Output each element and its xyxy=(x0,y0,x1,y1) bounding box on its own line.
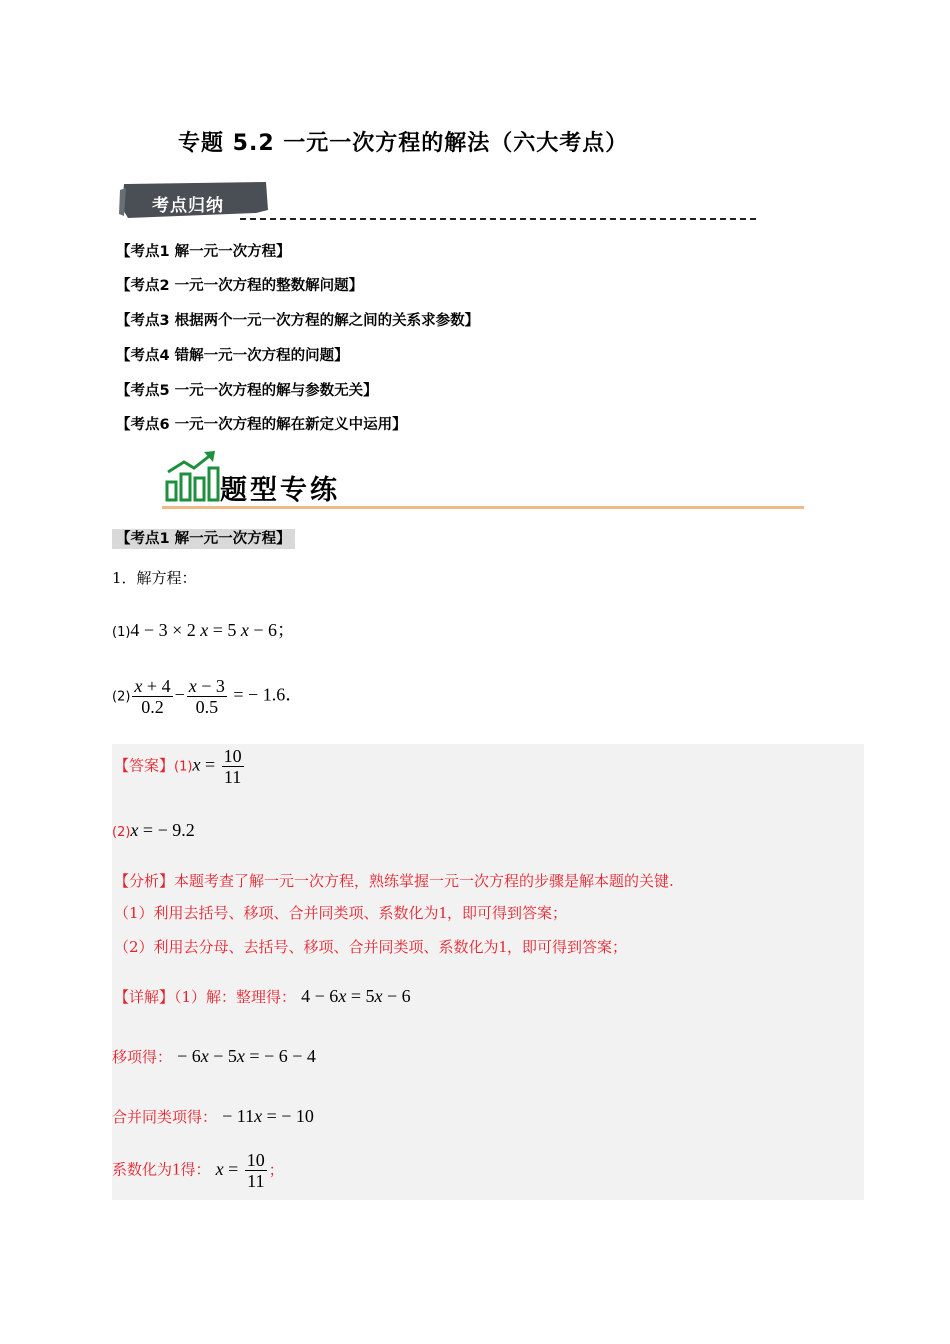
answer-line1: 【答案】(1)x = $\frac{10}{11}$ xyxy=(114,746,242,787)
detail-step2: 移项得： − 6x − 5x = − 6 − 4 xyxy=(112,1046,316,1066)
detail-step3: 合并同类项得： − 11x = − 10 xyxy=(112,1106,314,1126)
analysis-line: 【分析】本题考查了解一元一次方程，熟练掌握一元一次方程的步骤是解本题的关键. xyxy=(114,872,674,890)
detail-step1: 【详解】（1）解：整理得： 4 − 6x = 5x − 6 xyxy=(114,986,411,1006)
growth-chart-icon xyxy=(164,448,222,504)
question-part2: (2) $\frac{x + 4}{0.2}$ − $\frac{x - 3}{0.5}$ = − 1.6． xyxy=(112,676,304,717)
point-item: 【考点1 解一元一次方程】 xyxy=(116,244,291,260)
dashed-divider xyxy=(240,218,756,220)
point-item: 【考点5 一元一次方程的解与参数无关】 xyxy=(116,383,378,399)
answer-panel xyxy=(112,744,864,1200)
analysis-step2: （2）利用去分母、去括号、移项、合并同类项、系数化为1，即可得到答案； xyxy=(114,937,628,956)
analysis-step1: （1）利用去括号、移项、合并同类项、系数化为1，即可得到答案； xyxy=(114,903,568,922)
page-title: 专题 5.2 一元一次方程的解法（六大考点） xyxy=(178,131,629,156)
section-heading: 【考点1 解一元一次方程】 xyxy=(112,529,295,549)
point-item: 【考点3 根据两个一元一次方程的解之间的关系求参数】 xyxy=(116,313,480,329)
answer-line2: (2)x = − 9.2 xyxy=(112,820,195,840)
banner-rule xyxy=(162,506,804,509)
question-part1: (1)4 − 3 × 2 x = 5 x − 6； xyxy=(112,620,296,640)
point-item: 【考点2 一元一次方程的整数解问题】 xyxy=(116,278,364,294)
detail-step4: 系数化为1得： x = $\frac{10}{11}$ ； xyxy=(112,1150,284,1191)
summary-badge-label: 考点归纳 xyxy=(152,196,224,216)
banner-title: 题型专练 xyxy=(220,475,340,506)
point-item: 【考点4 错解一元一次方程的问题】 xyxy=(116,348,349,364)
point-item: 【考点6 一元一次方程的解在新定义中运用】 xyxy=(116,417,407,433)
question-stem: 1．解方程： xyxy=(112,569,197,587)
